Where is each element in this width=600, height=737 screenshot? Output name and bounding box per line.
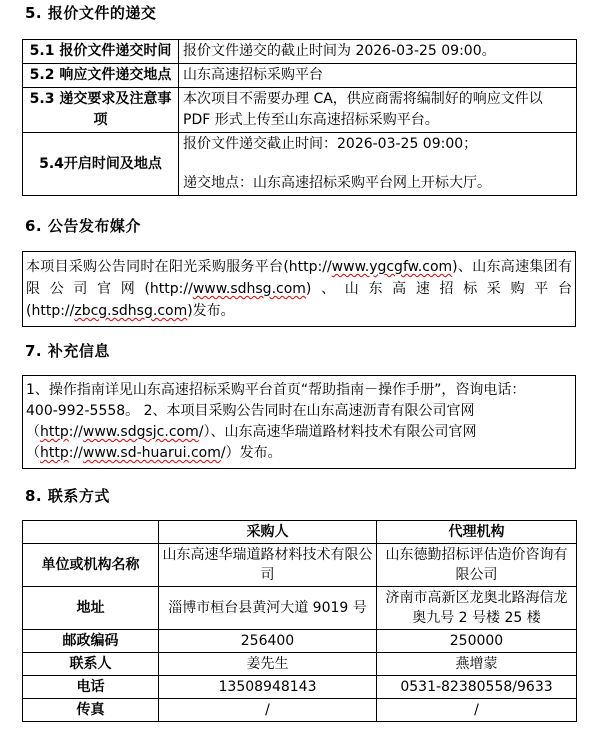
- text-segment: ://: [68, 424, 83, 440]
- address-agency: 济南市高新区龙奥北路海信龙奥九号 2 号楼 25 楼: [377, 587, 577, 630]
- fax-agency: /: [377, 699, 577, 722]
- column-header-agency: 代理机构: [377, 521, 577, 544]
- submission-time-label: 5.1 报价文件递交时间: [23, 40, 179, 64]
- contact-person-purchaser: 姜先生: [159, 653, 377, 676]
- section-6-title: 6. 公告发布媒介: [25, 217, 141, 235]
- section-7-title: 7. 补充信息: [25, 342, 110, 360]
- opening-time-label: 5.4开启时间及地点: [23, 133, 179, 196]
- section-8-title: 8. 联系方式: [25, 487, 110, 505]
- address-purchaser: 淄博市桓台县黄河大道 9019 号: [159, 587, 377, 630]
- text-segment: 本项目采购公告同时在阳光采购服务平台(http://: [26, 259, 332, 275]
- text-segment: （: [26, 445, 40, 461]
- media-notice-box: [22, 251, 576, 327]
- org-name-label: 单位或机构名称: [23, 544, 159, 587]
- opening-deadline-text: 报价文件递交截止时间：2026-03-25 09:00；: [183, 136, 478, 152]
- url-text: www.ygcgfw.com: [331, 259, 453, 275]
- table-row: [23, 699, 577, 722]
- opening-time-value: [179, 133, 577, 196]
- table-row: [23, 676, 577, 699]
- text-segment: /）发布。: [220, 445, 282, 461]
- submission-time-value: 报价文件递交的截止时间为 2026-03-25 09:00。: [179, 40, 577, 64]
- table-row: [23, 653, 577, 676]
- address-label: 地址: [23, 587, 159, 630]
- submission-table: [22, 39, 577, 196]
- postal-code-purchaser: 256400: [159, 630, 377, 653]
- empty-header-cell: [23, 521, 159, 544]
- url-text: http: [40, 424, 69, 440]
- text-segment: /）、山东高速华瑞道路材料技术有限公司官网: [198, 424, 477, 440]
- supplementary-info-box: [22, 375, 576, 469]
- url-text: http: [40, 445, 69, 461]
- contact-person-agency: 燕增蒙: [377, 653, 577, 676]
- text-segment: )、山东高速招标采购平台(http://: [26, 281, 572, 319]
- table-row: [23, 630, 577, 653]
- requirements-label: 5.3 递交要求及注意事项: [23, 88, 179, 133]
- url-text: zbcg.sdhsg.com: [74, 303, 188, 319]
- table-row: [23, 544, 577, 587]
- table-row: [23, 133, 577, 196]
- phone-purchaser: 13508948143: [159, 676, 377, 699]
- column-header-purchaser: 采购人: [159, 521, 377, 544]
- org-name-purchaser: 山东高速华瑞道路材料技术有限公司: [159, 544, 377, 587]
- contact-person-label: 联系人: [23, 653, 159, 676]
- section-5-title: 5. 报价文件的递交: [25, 4, 157, 22]
- text-segment: ://: [68, 445, 83, 461]
- phone-agency: 0531-82380558/9633: [377, 676, 577, 699]
- text-segment: )发布。: [187, 303, 235, 319]
- contact-table: [22, 520, 577, 722]
- text-segment: 400-992-5558。 2、本项目采购公告同时在山东高速沥青有限公司官网: [26, 403, 475, 419]
- org-name-agency: 山东德勤招标评估造价咨询有限公司: [377, 544, 577, 587]
- url-text: www.sd-huarui.com: [82, 445, 221, 461]
- table-header-row: [23, 521, 577, 544]
- postal-code-agency: 250000: [377, 630, 577, 653]
- response-location-label: 5.2 响应文件递交地点: [23, 64, 179, 88]
- table-row: [23, 64, 577, 88]
- response-location-value: 山东高速招标采购平台: [179, 64, 577, 88]
- postal-code-label: 邮政编码: [23, 630, 159, 653]
- requirements-value: 本次项目不需要办理 CA，供应商需将编制好的响应文件以 PDF 形式上传至山东高速招标采购平台。: [179, 88, 577, 133]
- fax-label: 传真: [23, 699, 159, 722]
- text-segment: （: [26, 424, 40, 440]
- url-text: www.sdhsg.com: [192, 281, 306, 297]
- table-row: [23, 88, 577, 133]
- fax-purchaser: /: [159, 699, 377, 722]
- url-text: www.sdgsjc.com: [82, 424, 199, 440]
- text-segment: 1、操作指南详见山东高速招标采购平台首页“帮助指南－操作手册”，咨询电话：: [26, 382, 526, 398]
- table-row: [23, 40, 577, 64]
- opening-location-text: 递交地点：山东高速招标采购平台网上开标大厅。: [183, 175, 491, 191]
- table-row: [23, 587, 577, 630]
- text-segment: )、山东高速集团有限公司官网(http://: [26, 259, 572, 297]
- phone-label: 电话: [23, 676, 159, 699]
